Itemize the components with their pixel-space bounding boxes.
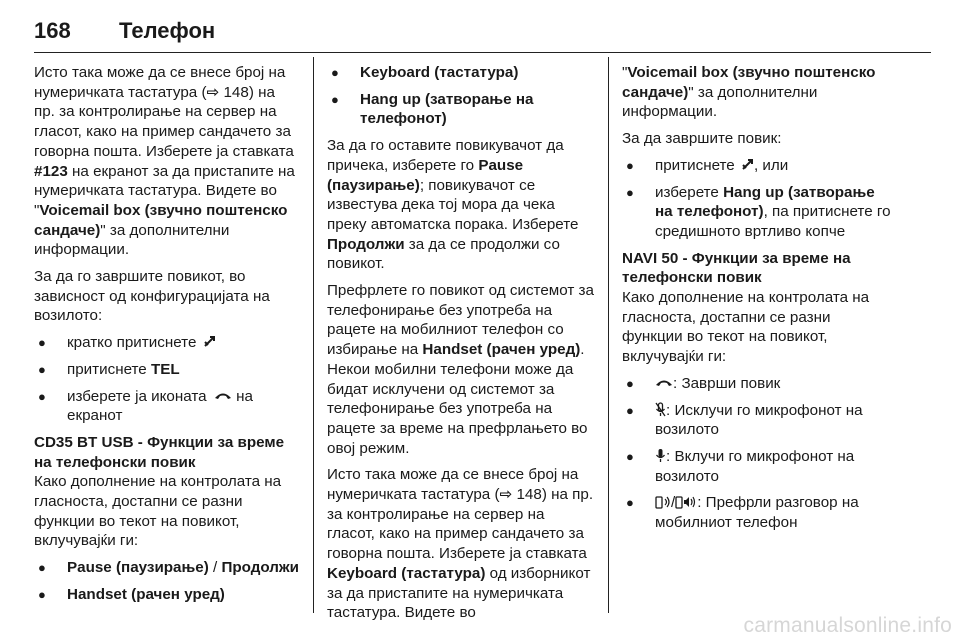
list-item [622, 374, 892, 394]
list-item [34, 585, 300, 605]
text: за да се продолжи со повикот. [327, 235, 560, 273]
paragraph [327, 465, 596, 623]
text: 148) на пр. за контролирање на сервер на гласот, како на пример сандачето за говорна пошта. Изберете ја ставката [327, 486, 594, 563]
text: " за дополнителни информации. [34, 221, 230, 259]
tel-button-label: TEL [150, 360, 180, 378]
list-item [622, 493, 892, 532]
mic-off-icon [655, 402, 666, 417]
paragraph: За да завршите повик: [622, 130, 782, 148]
handset-transfer-icon [655, 495, 671, 509]
column-divider [608, 57, 609, 613]
text: 148) на пр. за контролирање на сервер на гласот, како на пример сандачето за говорна пошта. Изберете ја ставката [34, 83, 294, 160]
voicemail-link[interactable]: Voicemail box (звучно поштенско сандаче) [622, 64, 876, 101]
text: Префрлете го повикот од системот за телефонирање без употреба на рацете на мобилниот телефон со избирање на [327, 282, 594, 359]
mic-on-icon [655, 448, 666, 463]
text: Исто така може да се внесе број на нумеричката тастатура ( [34, 64, 286, 101]
text: " [622, 64, 628, 81]
text: ; повикувачот се известува дека тој мора да чека преку автоматска порака. Изберете [327, 176, 579, 233]
text: . Некои мобилни телефони може да бидат исклучени од системот за телефонирање без употреба на рацете за време на префрлањето во овој режим. [327, 341, 588, 457]
hang-up-button-icon [741, 158, 754, 171]
separator: / [208, 559, 222, 577]
voicemail-link[interactable]: Voicemail box (звучно поштенско сандаче) [34, 201, 288, 239]
function-list [34, 558, 300, 604]
paragraph: За да го завршите повикот, во зависност од конфигурацијата на возилото: [34, 268, 270, 325]
speaker-transfer-icon [675, 495, 697, 509]
text: изберете ја иконата [67, 387, 207, 405]
keypad-key: #123 [34, 162, 68, 180]
text: кратко притиснете [67, 334, 197, 352]
list-item [34, 333, 300, 353]
end-call-list [34, 333, 300, 426]
text: притиснете [67, 360, 151, 378]
header-rule [34, 52, 931, 53]
keyboard-option: Keyboard (тастатура) [327, 564, 486, 582]
list-item [622, 183, 892, 242]
paragraph [622, 63, 892, 122]
text: : Вклучи го микрофонот на возилото [655, 447, 855, 485]
column-divider [313, 57, 314, 613]
text: изберете [655, 183, 724, 201]
list-item [622, 447, 892, 486]
end-call-icon [655, 378, 673, 388]
paragraph [34, 63, 300, 260]
hang-up-option: Hang up (затворање на телефонот) [655, 183, 875, 221]
hang-up-option: Hang up (затворање на телефонот) [360, 90, 534, 128]
list-item [622, 156, 892, 176]
column-3 [622, 63, 892, 540]
paragraph: Како дополнение на контролата на гласноста, достапни се разни функции во текот на повикот, вклучувајќи ги: [34, 473, 282, 550]
text: : Исклучи го микрофонот на возилото [655, 401, 863, 439]
page-number: 168 [34, 18, 71, 43]
separator: / [671, 494, 676, 512]
text: на екранот [67, 387, 253, 425]
list-item [34, 558, 300, 578]
page-reference-icon: ⇨ [206, 83, 220, 101]
hang-up-button-icon [203, 335, 216, 348]
text: , па притиснете го средишното вртливо копче [655, 203, 891, 240]
text: притиснете [655, 156, 735, 174]
page-reference-icon: ⇨ [499, 486, 513, 504]
text: : Заврши повик [673, 374, 781, 392]
list-item [34, 360, 300, 380]
paragraph [327, 281, 596, 458]
page-title: Телефон [119, 18, 216, 43]
resume-option: Продолжи [221, 559, 300, 577]
watermark: carmanualsonline.info [743, 614, 952, 638]
pause-option: Pause (паузирање) [327, 156, 524, 194]
text: : Префрли разговор на мобилниот телефон [655, 494, 859, 532]
pause-option: Pause (паузирање) [67, 559, 209, 577]
text: Исто така може да се внесе број на нумеричката тастатура ( [327, 466, 579, 504]
list-item [622, 401, 892, 440]
paragraph: Како дополнение на контролата на гласноста, достапни се разни функции во текот на повикот, вклучувајќи ги: [622, 289, 870, 366]
handset-option: Handset (рачен уред) [67, 585, 225, 603]
text: на екранот за да пристапите на нумеричката тастатура. Видете во " [34, 162, 295, 219]
text: За да го оставите повикувачот да причека, изберете го [327, 137, 564, 174]
page-header [0, 0, 960, 56]
section-heading: NAVI 50 - Функции за време на телефонски повик [622, 249, 851, 287]
section-heading: CD35 BT USB - Функции за време на телефонски повик [34, 433, 285, 471]
text: " за дополнителни информации. [622, 83, 818, 121]
text: , или [753, 156, 789, 174]
end-call-list [622, 156, 892, 242]
end-call-icon [214, 391, 232, 401]
list-item [34, 387, 300, 426]
column-1 [34, 63, 300, 612]
paragraph [327, 136, 596, 274]
list-item [327, 63, 596, 83]
function-list [327, 63, 596, 129]
list-item [327, 90, 596, 129]
function-list [622, 374, 892, 533]
handset-option: Handset (рачен уред) [422, 341, 581, 359]
column-2 [327, 63, 596, 630]
keyboard-option: Keyboard (тастатура) [360, 64, 519, 81]
text: од изборникот за да пристапите на нумеричката тастатура. Видете во [327, 564, 591, 622]
resume-option: Продолжи [327, 235, 405, 253]
